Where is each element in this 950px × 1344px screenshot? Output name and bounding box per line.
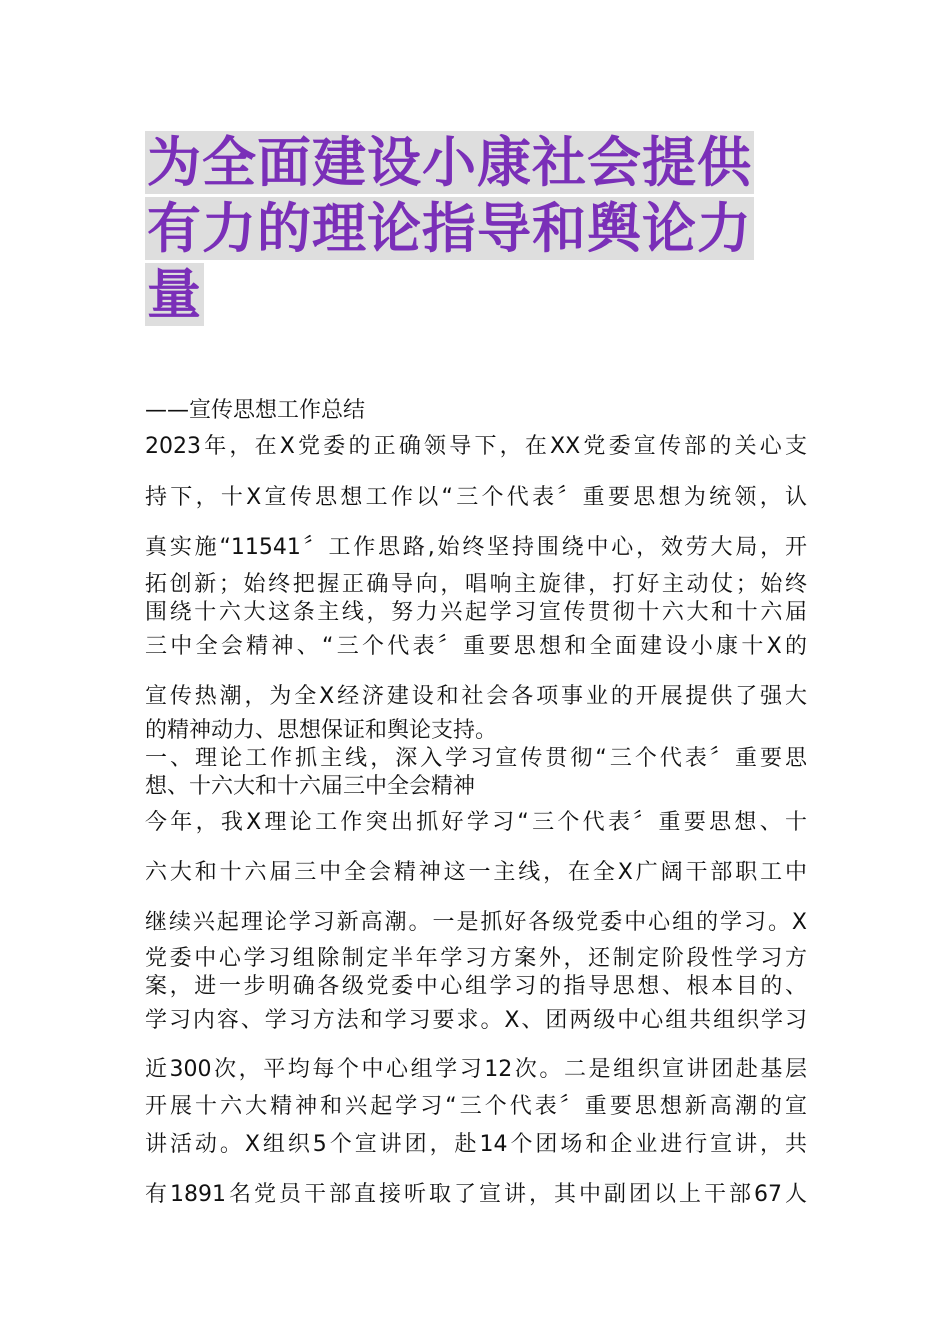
title-line-2: 有力的理论指导和舆论力 (147, 197, 752, 260)
document-title (145, 130, 815, 328)
body-line: 六大和十六届三中全会精神这一主线，在全X广阔干部职工中 (145, 860, 807, 885)
body-line: 案，进一步明确各级党委中心组学习的指导思想、根本目的、 (145, 974, 807, 999)
body-line: 拓创新；始终把握正确导向，唱响主旋律，打好主动仗；始终 (145, 572, 807, 597)
body-line: 围绕十六大这条主线，努力兴起学习宣传贯彻十六大和十六届 (145, 600, 807, 625)
body-line: 宣传热潮，为全X经济建设和社会各项事业的开展提供了强大 (145, 684, 807, 709)
body-line: 讲活动。X组织5个宣讲团，赴14个团场和企业进行宣讲，共 (145, 1132, 807, 1157)
body-line: 有1891名党员干部直接听取了宣讲，其中副团以上干部67人 (145, 1182, 807, 1207)
body-line: 三中全会精神、“三个代表〞重要思想和全面建设小康十X的 (145, 634, 807, 659)
title-line-3: 量 (147, 263, 202, 326)
body-line: 学习内容、学习方法和学习要求。X、团两级中心组共组织学习 (145, 1008, 807, 1033)
body-line: 继续兴起理论学习新高潮。一是抓好各级党委中心组的学习。X (145, 910, 807, 935)
body-line: 近300次，平均每个中心组学习12次。二是组织宣讲团赴基层 (145, 1057, 807, 1082)
body-line: 开展十六大精神和兴起学习“三个代表〞重要思想新高潮的宣 (145, 1094, 807, 1119)
document-subtitle: ——宣传思想工作总结 (145, 398, 366, 423)
body-line: 持下，十X宣传思想工作以“三个代表〞重要思想为统领，认 (145, 485, 807, 510)
body-line: 的精神动力、思想保证和舆论支持。 (145, 718, 498, 743)
body-line: 今年，我X理论工作突出抓好学习“三个代表〞重要思想、十 (145, 810, 807, 835)
section-heading-line: 一、理论工作抓主线，深入学习宣传贯彻“三个代表〞重要思 (145, 746, 807, 771)
body-line: 2023年，在X党委的正确领导下，在XX党委宣传部的关心支 (145, 434, 807, 459)
title-line-1: 为全面建设小康社会提供 (147, 131, 752, 194)
body-line: 党委中心学习组除制定半年学习方案外，还制定阶段性学习方 (145, 946, 807, 971)
section-heading-line: 想、十六大和十六届三中全会精神 (145, 774, 476, 799)
body-line: 真实施“11541〞工作思路,始终坚持围绕中心，效劳大局，开 (145, 535, 807, 560)
